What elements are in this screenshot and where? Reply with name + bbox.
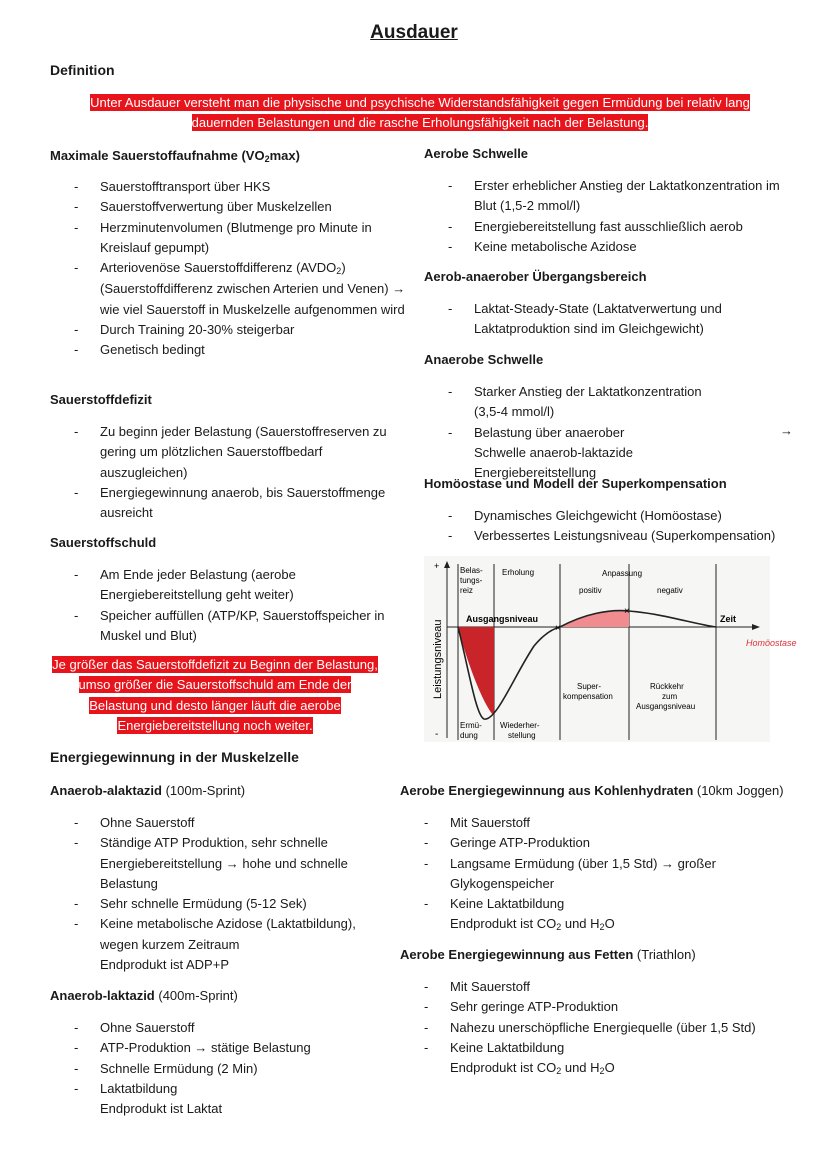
superkompensation-diagram: [424, 556, 797, 742]
list-item: - Laktat-Steady-State (Laktatverwertung und Laktatproduktion sind im Gleichgewicht): [424, 299, 804, 340]
list-item: - Laktatbildung: [50, 1079, 390, 1099]
list-item: - ATP-Produktion → stätige Belastung: [50, 1038, 390, 1058]
page-title: Ausdauer: [370, 22, 458, 43]
highlight-line: Je größer das Sauerstoffdefizit zu Beginn der Belastung,: [52, 657, 378, 672]
fett-section: [400, 946, 820, 1079]
list-item: - Ohne Sauerstoff: [50, 813, 390, 833]
highlight-line: Belastung und desto länger läuft die aerobe: [89, 697, 341, 713]
list-item: - Starker Anstieg der Laktatkonzentration (3,5-4 mmol/l): [424, 382, 804, 423]
alaktazid-heading: Anaerob-alaktazid (100m-Sprint): [50, 783, 246, 798]
schuld-section: [50, 534, 410, 646]
list-item: - Am Ende jeder Belastung (aerobe Energiebereitstellung geht weiter): [50, 565, 410, 606]
cross-marker: ×: [555, 623, 561, 634]
cross-marker: ×: [624, 606, 630, 617]
list-item: - Ohne Sauerstoff: [50, 1018, 390, 1038]
list-item: - Mit Sauerstoff: [400, 813, 820, 833]
wiederherstellung-label: stellung: [508, 731, 536, 740]
anaerobe-schwelle-list: [424, 382, 804, 483]
list-item: - Belastung über anaerober Schwelle anaerob-laktazide Energiebereitstellung: [424, 423, 804, 484]
list-item: - Schnelle Ermüdung (2 Min): [50, 1059, 390, 1079]
schuld-heading: Sauerstoffschuld: [50, 535, 157, 550]
list-item: Endprodukt ist ADP+P: [100, 957, 229, 973]
rueckkehr-label: Rückkehr: [650, 682, 684, 691]
homoeostase-list: [424, 506, 814, 547]
ausgangsniveau-label: Ausgangsniveau: [466, 614, 539, 624]
anaerobe-schwelle-heading: Anaerobe Schwelle: [424, 352, 544, 367]
kh-heading: Aerobe Energiegewinnung aus Kohlenhydraten (10km Joggen): [400, 783, 784, 798]
homoeostase-note: Homöostase: [746, 638, 797, 648]
zeit-label: Zeit: [720, 614, 737, 624]
laktazid-heading: Anaerob-laktazid (400m-Sprint): [50, 988, 238, 1003]
laktazid-list: [50, 1018, 390, 1119]
uebergang-list: [424, 299, 804, 340]
list-item: - Zu beginn jeder Belastung (Sauerstoffreserven zu gering um plötzlichen Sauerstoffbedarf auszugleichen): [50, 422, 410, 483]
kh-list: [400, 813, 820, 936]
wiederherstellung-label: Wiederher-: [500, 721, 540, 730]
list-item: - Erster erheblicher Anstieg der Laktatkonzentration im Blut (1,5-2 mmol/l): [424, 176, 804, 217]
muskel-heading: Energiegewinnung in der Muskelzelle: [50, 749, 299, 765]
rueckkehr-label: zum: [662, 692, 678, 701]
homoeostase-section: [424, 475, 814, 547]
list-item: - Langsame Ermüdung (über 1,5 Std) → großer Glykogenspeicher: [400, 854, 820, 895]
list-item: - Sauerstofftransport über HKS: [50, 177, 410, 197]
highlight-line: umso größer die Sauerstoffschuld am Ende der: [78, 677, 352, 693]
list-item: - Sauerstoffverwertung über Muskelzellen: [50, 197, 410, 217]
belastungsreiz-label: tungs-: [460, 576, 483, 585]
list-item: - Energiegewinnung anaerob, bis Sauerstoffmenge ausreicht: [50, 483, 410, 524]
positiv-label: positiv: [579, 586, 602, 595]
definition-line-1: Unter Ausdauer versteht man die physische und psychische Widerstandsfähigkeit gegen Ermüdung bei relativ lang: [90, 95, 750, 110]
schuld-highlight: [40, 655, 390, 736]
definition-heading: Definition: [50, 62, 115, 78]
aerobe-schwelle-heading: Aerobe Schwelle: [424, 146, 529, 161]
belastungsreiz-label: Belas-: [460, 566, 483, 575]
list-item: Endprodukt ist Laktat: [100, 1101, 223, 1117]
ermuedung-label: Ermü-: [460, 721, 482, 730]
belastungsreiz-label: reiz: [460, 586, 473, 595]
list-item: - Geringe ATP-Produktion: [400, 833, 820, 853]
aerobe-schwelle-list: [424, 176, 804, 257]
list-item: - Keine Laktatbildung: [400, 1038, 820, 1058]
definition-highlight: [40, 93, 800, 133]
arrow-right-icon: →: [780, 423, 793, 438]
defizit-list: [50, 422, 410, 523]
alaktazid-section: [50, 782, 390, 975]
y-plus-label: +: [434, 561, 440, 571]
list-item: - Sehr geringe ATP-Produktion: [400, 997, 820, 1017]
fett-list: [400, 977, 820, 1079]
list-item: - Dynamisches Gleichgewicht (Homöostase): [424, 506, 814, 526]
list-item: - Genetisch bedingt: [50, 340, 410, 360]
superkompensation-label: kompensation: [563, 692, 613, 701]
kh-section: [400, 782, 820, 936]
vo2max-heading: Maximale Sauerstoffaufnahme (VO2max): [50, 148, 300, 164]
vo2max-section: [50, 147, 410, 361]
negativ-label: negativ: [657, 586, 683, 595]
list-item: - Durch Training 20-30% steigerbar: [50, 320, 410, 340]
homoeostase-heading: Homöostase und Modell der Superkompensation: [424, 476, 727, 491]
highlight-line: Energiebereitstellung noch weiter.: [117, 717, 313, 733]
list-item: - Keine metabolische Azidose: [424, 237, 804, 257]
list-item: - Keine metabolische Azidose (Laktatbildung), wegen kurzem Zeitraum: [50, 914, 390, 955]
defizit-heading: Sauerstoffdefizit: [50, 392, 152, 407]
vo2max-list: [50, 177, 410, 361]
list-item: - Mit Sauerstoff: [400, 977, 820, 997]
list-item: Endprodukt ist CO2 und H2O: [450, 916, 615, 933]
list-item: - Herzminutenvolumen (Blutmenge pro Minute in Kreislauf gepumpt): [50, 218, 410, 259]
alaktazid-list: [50, 813, 390, 975]
list-item: - Verbessertes Leistungsniveau (Superkompensation): [424, 526, 814, 546]
schuld-list: [50, 565, 410, 646]
list-item: Endprodukt ist CO2 und H2O: [450, 1060, 615, 1077]
anpassung-label: Anpassung: [602, 569, 643, 578]
y-axis-arrow: [444, 561, 450, 568]
list-item: - Ständige ATP Produktion, sehr schnelle Energiebereitstellung → hohe und schnelle Belastung: [50, 833, 390, 894]
rueckkehr-label: Ausgangsniveau: [636, 702, 696, 711]
list-item: - Speicher auffüllen (ATP/KP, Sauerstoffspeicher in Muskel und Blut): [50, 606, 410, 647]
definition-line-2: dauernden Belastungen und die rasche Erholungsfähigkeit nach der Belastung.: [191, 115, 649, 130]
list-item: - Energiebereitstellung fast ausschließlich aerob: [424, 217, 804, 237]
anaerobe-schwelle-section: [424, 351, 804, 483]
uebergang-section: [424, 268, 804, 340]
ermuedung-label: dung: [460, 731, 478, 740]
list-item: - Sehr schnelle Ermüdung (5-12 Sek): [50, 894, 390, 914]
list-item: - Keine Laktatbildung: [400, 894, 820, 914]
uebergang-heading: Aerob-anaerober Übergangsbereich: [424, 269, 647, 284]
laktazid-section: [50, 987, 390, 1119]
superkompensation-label: Super-: [577, 682, 602, 691]
y-minus-label: -: [435, 729, 439, 740]
y-axis-label: Leistungsniveau: [432, 619, 444, 699]
time-arrow: [752, 624, 760, 630]
list-item: - Arteriovenöse Sauerstoffdifferenz (AVDO2) (Sauerstoffdifferenz zwischen Arterien und Venen) → wie viel Sauerstoff in Muskelzelle aufgenommen wird: [50, 258, 410, 320]
erholung-label: Erholung: [502, 568, 535, 577]
list-item: - Nahezu unerschöpfliche Energiequelle (über 1,5 Std): [400, 1018, 820, 1038]
aerobe-schwelle-section: [424, 145, 804, 257]
defizit-section: [50, 391, 410, 523]
fett-heading: Aerobe Energiegewinnung aus Fetten (Triathlon): [400, 947, 696, 962]
